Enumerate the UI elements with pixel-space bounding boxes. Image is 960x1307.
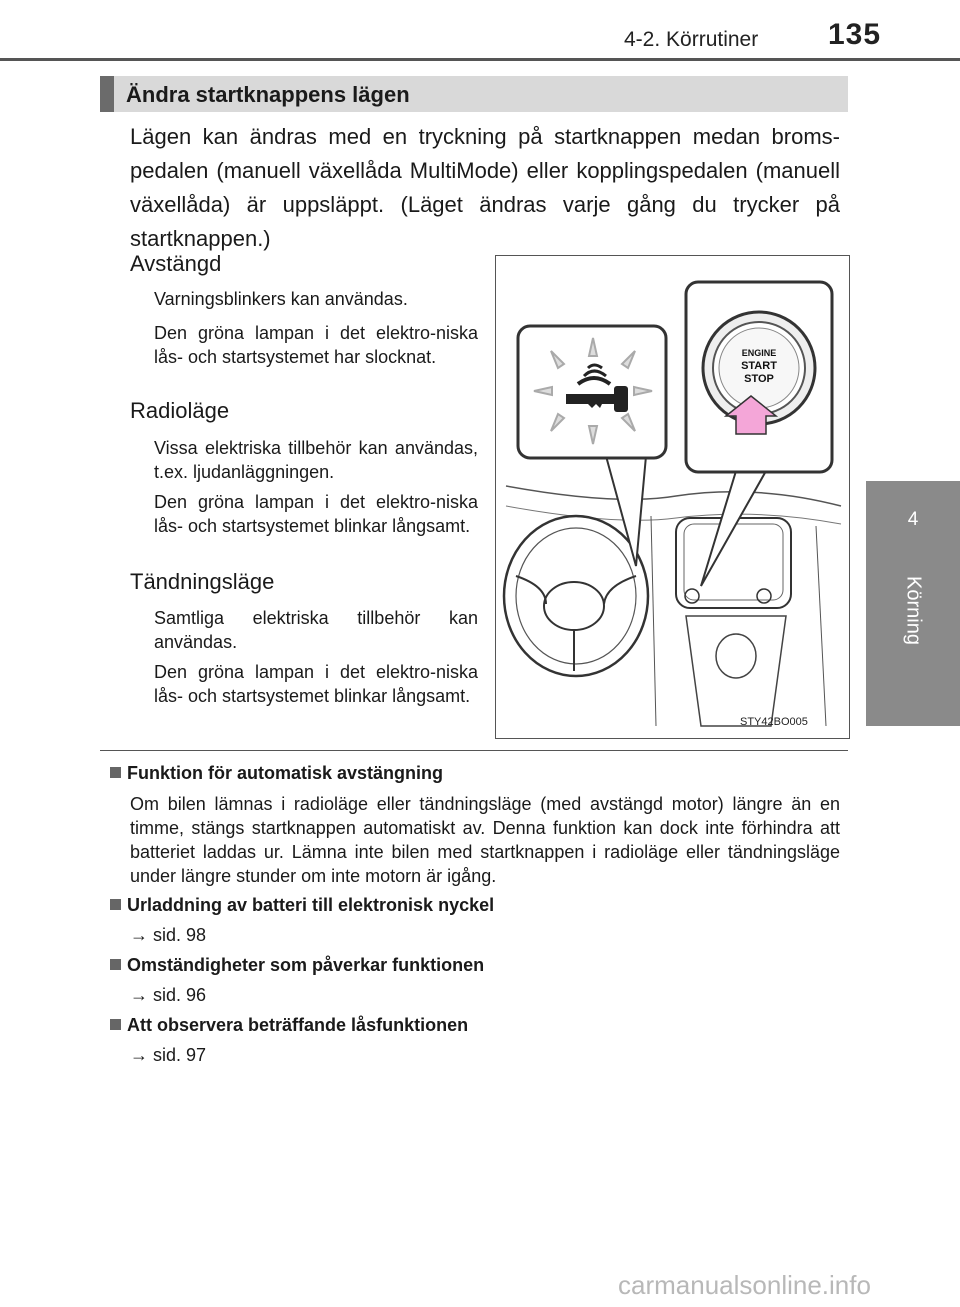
mode-off-line-2: Den gröna lampan i det elektro-niska lås- och startsystemet har slocknat. [154, 323, 478, 367]
button-text-start: START [741, 360, 777, 372]
mode-radio-line-2: Den gröna lampan i det elektro-niska lås- och startsystemet blinkar långsamt. [154, 492, 478, 536]
mode-title-ignition: Tändningsläge [130, 569, 275, 594]
mode-radio-line-1: Vissa elektriska tillbehör kan användas, t.ex. ljudanläggningen. [154, 438, 478, 482]
dashboard-illustration [495, 255, 850, 739]
heading-accent [100, 76, 114, 112]
mode-title-off: Avstängd [130, 251, 222, 276]
note-title-conditions: Omständigheter som påverkar funktionen [110, 955, 484, 976]
mode-ignition-line-2: Den gröna lampan i det elektro-niska lås- och startsystemet blinkar långsamt. [154, 662, 478, 706]
button-text-engine: ENGINE [741, 348, 777, 358]
figure-code: STY42BO005 [740, 716, 808, 728]
note-title-lock: Att observera beträffande låsfunktionen [110, 1015, 468, 1036]
chapter-label: Körning [902, 576, 925, 645]
intro-paragraph: Lägen kan ändras med en tryckning på startknappen medan broms-pedalen (manuell växellåda MultiMode) eller kopplingspedalen (manuell växellåda) är uppsläppt. (Läget ändras varje gång du trycker på startknappen.) [130, 124, 840, 251]
chapter-label-wrap [866, 576, 960, 686]
chapter-tab [866, 481, 960, 726]
mode-ignition-line-1: Samtliga elektriska tillbehör kan användas. [154, 608, 478, 652]
chapter-number: 4 [907, 509, 919, 530]
ref-conditions[interactable]: → sid. 96 [130, 985, 207, 1005]
steering-wheel-icon [504, 516, 648, 676]
header-rule [0, 58, 960, 61]
ref-key-battery[interactable]: → sid. 98 [130, 925, 207, 945]
square-bullet-icon [110, 899, 121, 910]
mode-title-radio: Radioläge [130, 398, 230, 423]
note-title-key-battery: Urladdning av batteri till elektronisk nyckel [110, 895, 494, 916]
mode-off-line-1: Varningsblinkers kan användas. [154, 289, 408, 309]
section-heading: Ändra startknappens lägen [126, 82, 410, 107]
square-bullet-icon [110, 959, 121, 970]
page-number: 135 [828, 18, 882, 51]
section-divider [100, 750, 848, 751]
note-body-auto-off: Om bilen lämnas i radioläge eller tändningsläge (med avstängd motor) längre än en timme, stängs startknappen automatiskt av. Denna funktion kan dock inte förhindra att batteriet laddas ur. Lämna inte bilen med startknappen i radioläge eller tändningsläge under längre stunder om inte motorn är igång. [130, 794, 840, 886]
button-text-stop: STOP [744, 373, 774, 385]
watermark: carmanualsonline.info [618, 1270, 871, 1300]
ref-lock[interactable]: → sid. 97 [130, 1045, 207, 1065]
section-header: 4-2. Körrutiner [624, 28, 759, 51]
square-bullet-icon [110, 767, 121, 778]
note-title-auto-off: Funktion för automatisk avstängning [110, 763, 443, 784]
square-bullet-icon [110, 1019, 121, 1030]
